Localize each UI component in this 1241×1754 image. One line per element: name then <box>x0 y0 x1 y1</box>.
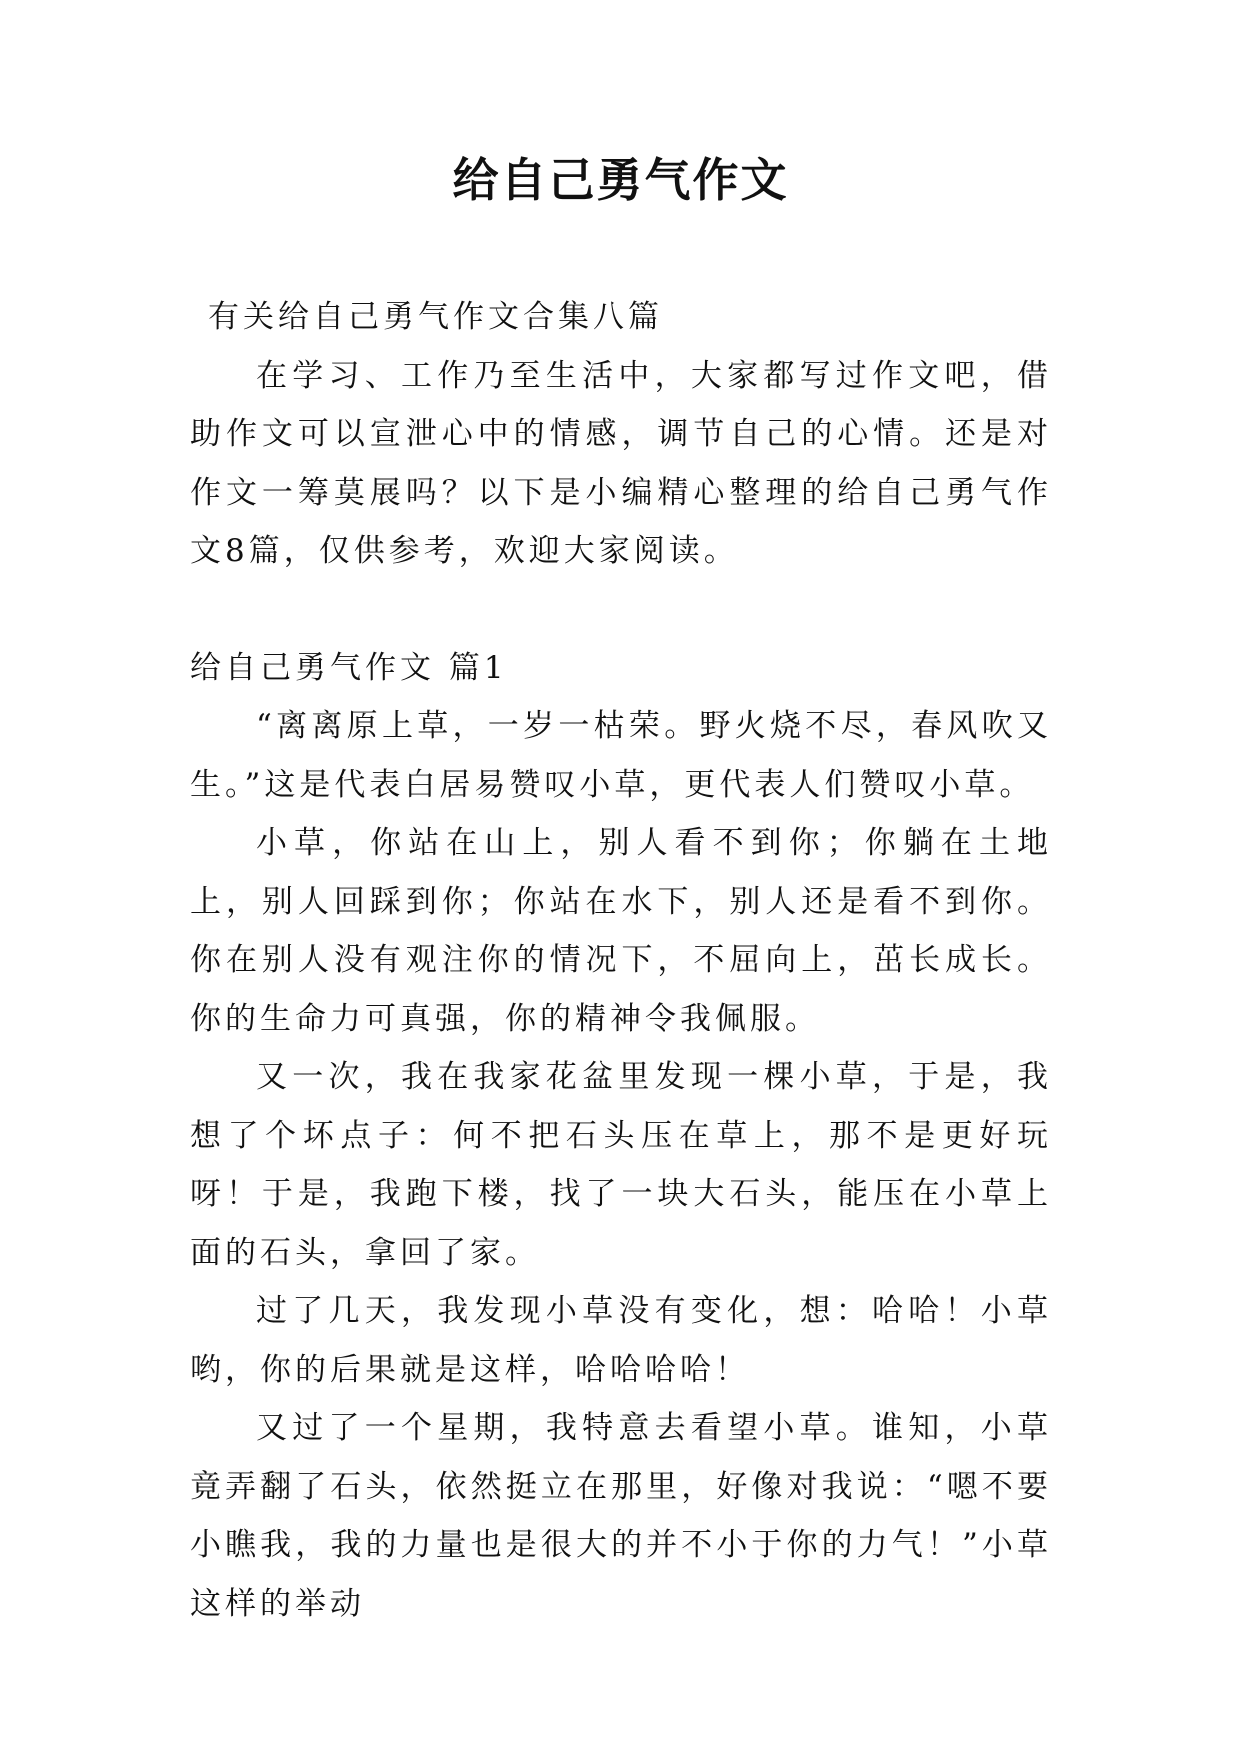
section-paragraph: “离离原上草，一岁一枯荣。野火烧不尽，春风吹又生。”这是代表白居易赞叹小草，更代表人们赞叹小草。 <box>190 708 1052 803</box>
section-heading: 给自己勇气作文 篇1 <box>190 649 508 686</box>
document-body <box>190 288 1052 1633</box>
section-paragraph: 过了几天，我发现小草没有变化，想：哈哈！小草哟，你的后果就是这样，哈哈哈哈！ <box>190 1293 1052 1388</box>
intro-paragraph: 在学习、工作乃至生活中，大家都写过作文吧，借助作文可以宣泄心中的情感，调节自己的心情。还是对作文一筹莫展吗？以下是小编精心整理的给自己勇气作文8篇，仅供参考，欢迎大家阅读。 <box>190 357 1052 569</box>
section-paragraph: 又一次，我在我家花盆里发现一棵小草，于是，我想了个坏点子：何不把石头压在草上，那不是更好玩呀！于是，我跑下楼，找了一块大石头，能压在小草上面的石头，拿回了家。 <box>190 1059 1052 1271</box>
document-title: 给自己勇气作文 <box>452 153 789 207</box>
section-paragraph: 又过了一个星期，我特意去看望小草。谁知，小草竟弄翻了石头，依然挺立在那里，好像对我说：“嗯不要小瞧我，我的力量也是很大的并不小于你的力气！”小草这样的举动 <box>190 1410 1052 1622</box>
document-subtitle: 有关给自己勇气作文合集八篇 <box>208 299 663 335</box>
section-paragraph: 小草，你站在山上，别人看不到你；你躺在土地上，别人回踩到你；你站在水下，别人还是看不到你。你在别人没有观注你的情况下，不屈向上，茁长成长。你的生命力可真强，你的精神令我佩服。 <box>190 825 1052 1037</box>
